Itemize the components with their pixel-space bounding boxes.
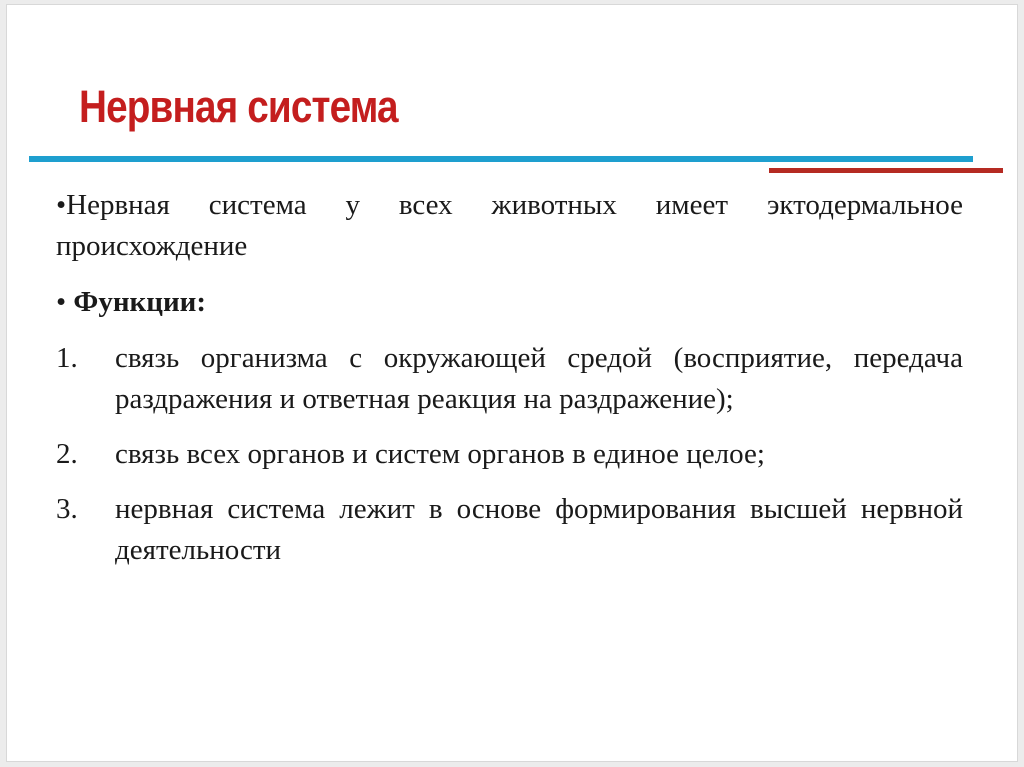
slide-body	[56, 185, 963, 585]
intro-text: Нервная система у всех животных имеет эктодермальное происхождение	[56, 189, 963, 262]
functions-label: Функции:	[73, 286, 207, 318]
list-item	[56, 434, 963, 475]
list-item-text: связь всех органов и систем органов в единое целое;	[115, 438, 765, 470]
functions-bullet: •	[56, 286, 67, 318]
list-item-number: 2.	[56, 438, 78, 470]
title-underline-red	[769, 168, 1003, 173]
list-item-text: нервная система лежит в основе формирования высшей нервной деятельности	[115, 493, 963, 566]
list-item-text: связь организма с окружающей средой (восприятие, передача раздражения и ответная реакция на раздражение);	[115, 342, 963, 415]
title-underline-blue	[29, 156, 973, 162]
intro-paragraph	[56, 185, 963, 267]
intro-bullet: •	[56, 189, 67, 221]
list-item-number: 1.	[56, 342, 78, 374]
list-item	[56, 338, 963, 420]
functions-heading	[56, 282, 963, 323]
list-item	[56, 489, 963, 571]
slide	[6, 4, 1018, 762]
list-item-number: 3.	[56, 493, 78, 525]
slide-title: Нервная система	[79, 81, 398, 132]
